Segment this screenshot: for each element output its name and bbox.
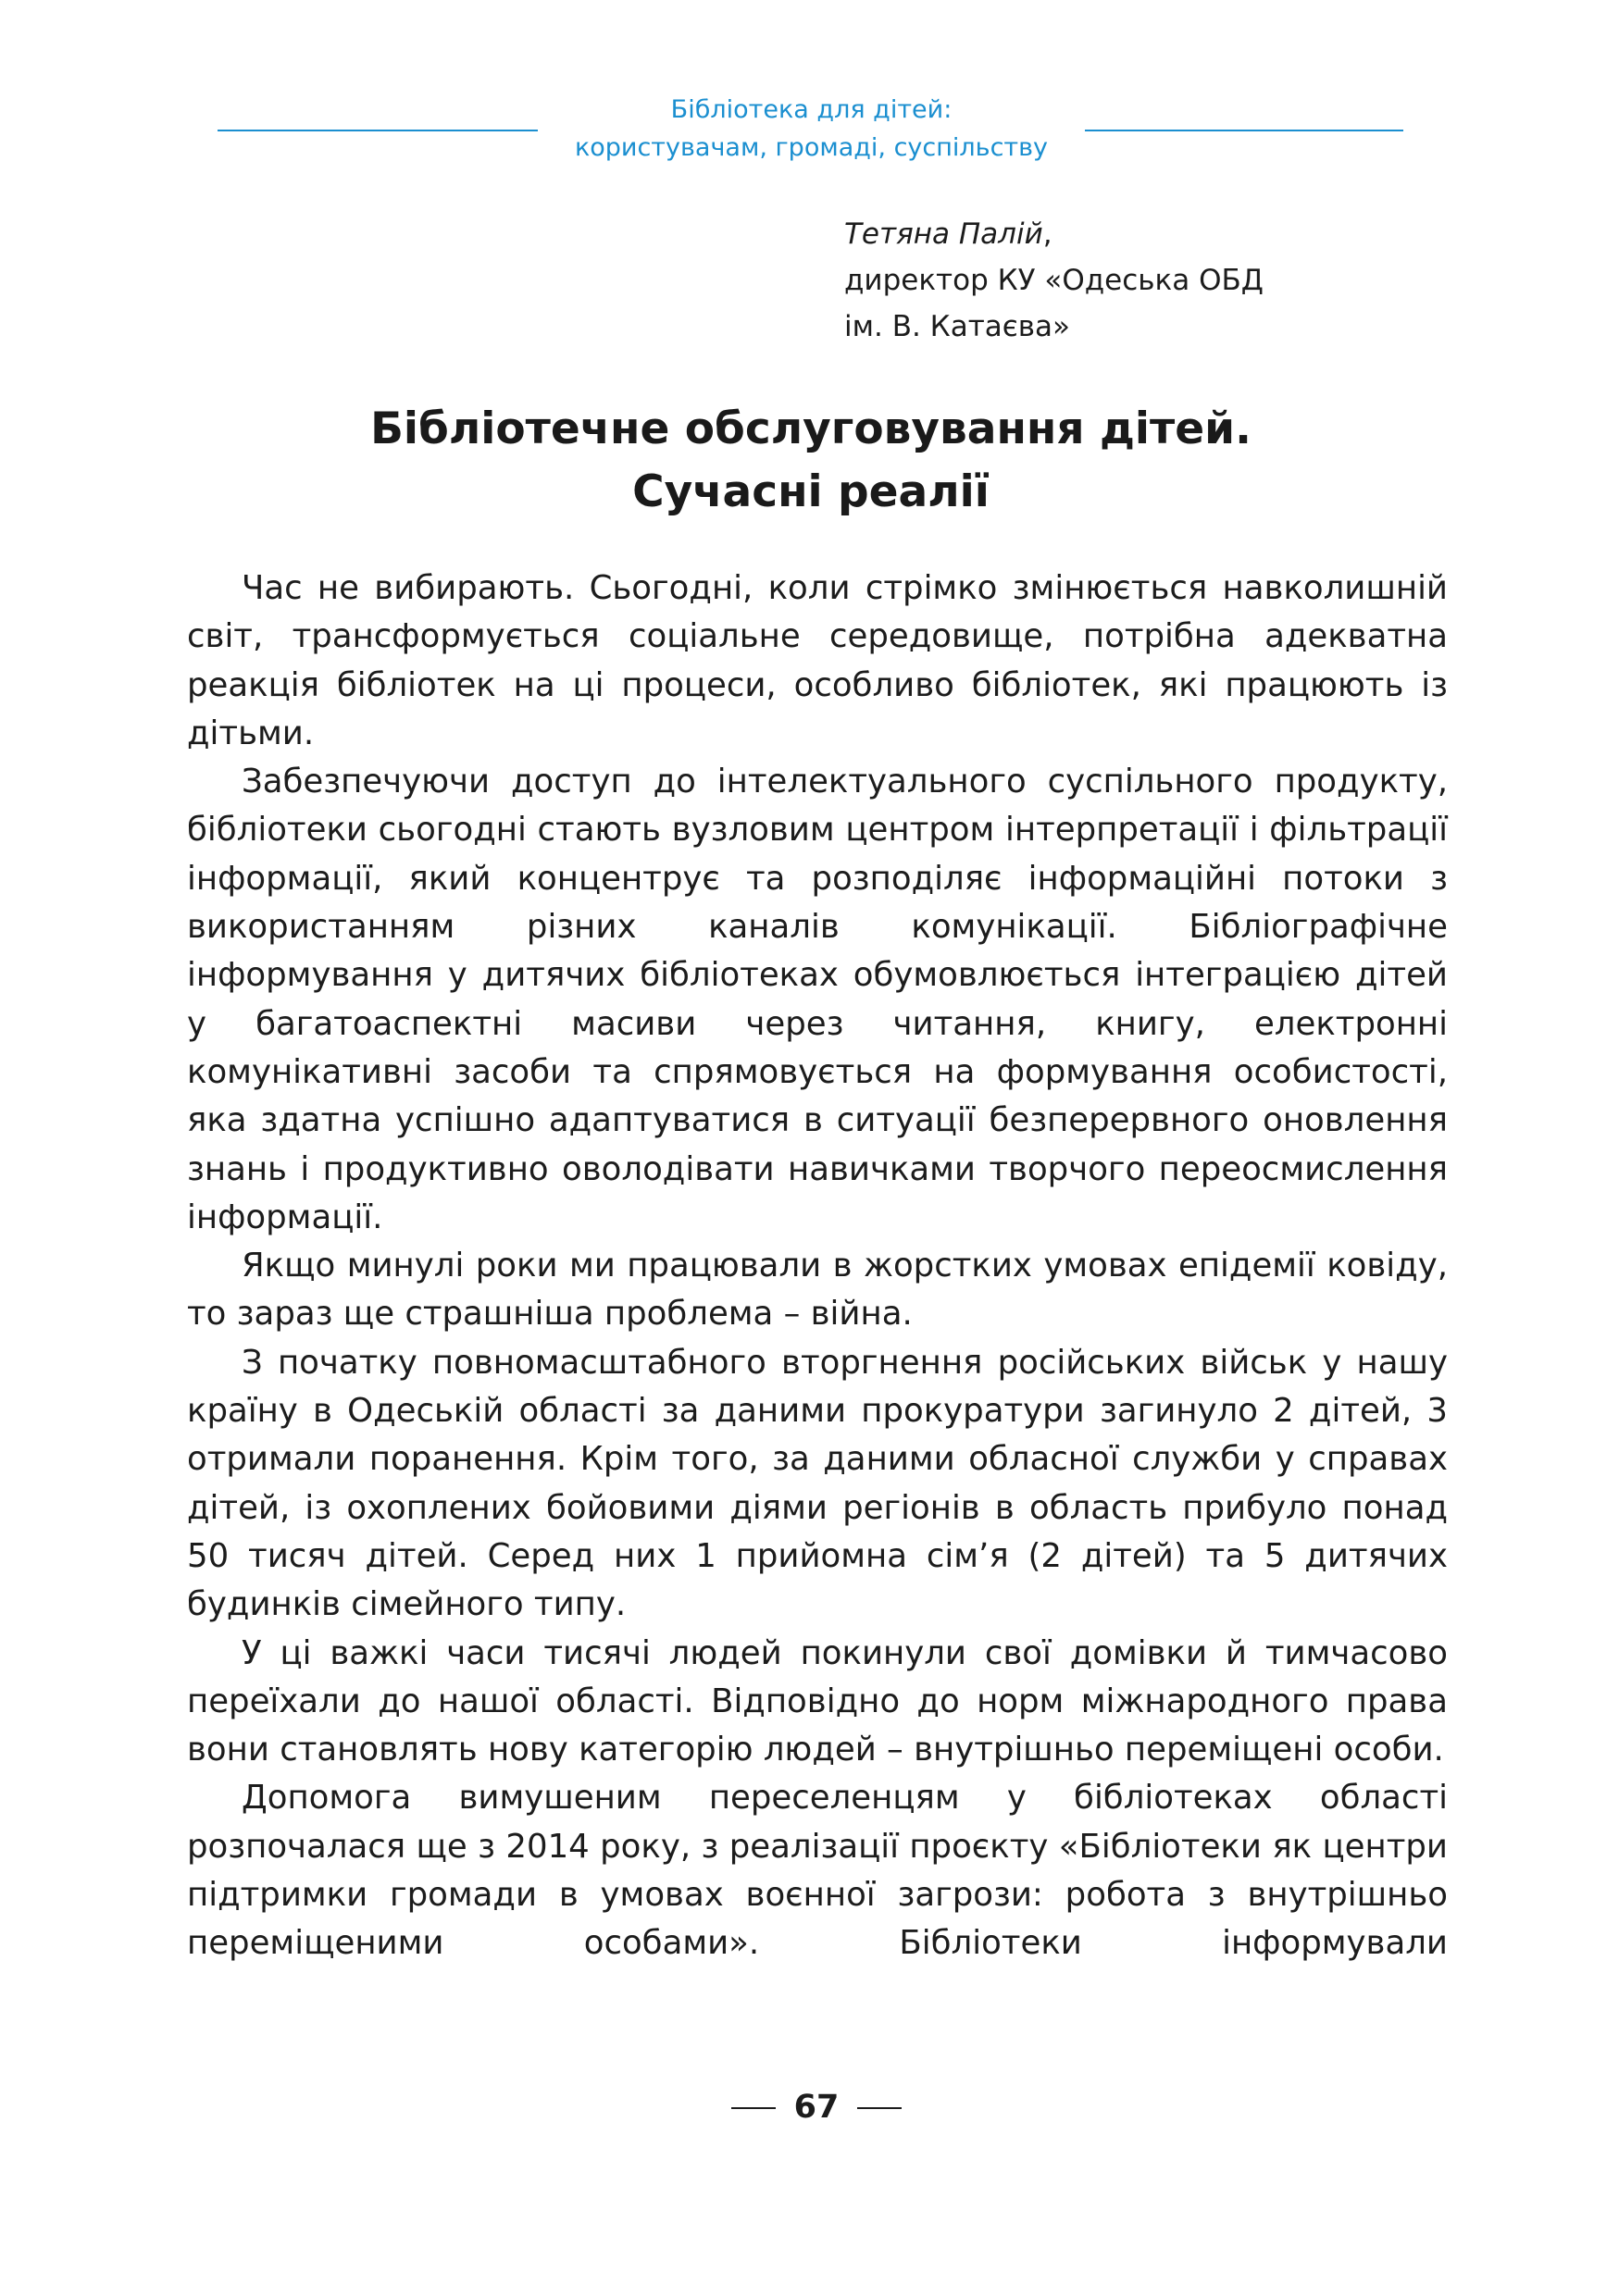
header-title-line-1: Бібліотека для дітей: — [670, 95, 953, 124]
header-rule-right — [1085, 130, 1403, 131]
author-position-line-1: директор КУ «Одеська ОБД — [844, 264, 1264, 297]
article-title-line-2: Сучасні реалії — [632, 466, 990, 517]
header-rule-left — [218, 130, 538, 131]
body-paragraph: У ці важкі часи тисячі людей покинули свої домівки й тимчасово переїхали до нашої області. Відповідно до норм міжнародного права вони становлять нову категорію людей – внутрішньо переміщені особи. — [187, 1633, 1448, 1769]
author-name-suffix: , — [1042, 217, 1052, 251]
header-title — [538, 91, 1085, 167]
page-number-rule-right — [857, 2107, 902, 2109]
body-paragraph: Забезпечуючи доступ до інтелектуального суспільного продукту, бібліотеки сьогодні стають вузловим центром інтерпретації і фільтрації інформації, який концентрує та розподіляє інформаційні потоки з використанням різних каналів комунікації. Бібліографічне інформування у дитячих бібліотеках обумовлюється інтеграцією дітей у багатоаспектні масиви через читання, книгу, електронні комунікативні засоби та спрямовується на формування особистості, яка здатна успішно адаптуватися в ситуації безперервного оновлення знань і продуктивно оволодівати навичками творчого переосмислення інформації. — [187, 763, 1448, 1236]
article-title-line-1: Бібліотечне обслуговування дітей. — [370, 403, 1252, 454]
author-block — [844, 211, 1363, 350]
body-paragraph: Якщо минулі роки ми працювали в жорстких умовах епідемії ковіду, то зараз ще страшніша проблема – війна. — [187, 1247, 1448, 1334]
header-title-line-2: користувачам, громаді, суспільству — [574, 133, 1049, 162]
running-header — [0, 91, 1619, 167]
page-number: 67 — [793, 2089, 840, 2126]
body-paragraph: Час не вибирають. Сьогодні, коли стрімко змінюється навколишній світ, трансформується соціальне середовище, потрібна адекватна реакція бібліотек на ці процеси, особливо бібліотек, які працюють із дітьми. — [187, 569, 1448, 752]
article-body — [187, 565, 1448, 1968]
author-position-line-2: ім. В. Катаєва» — [844, 310, 1070, 343]
body-paragraph: Допомога вимушеним переселенцям у бібліотеках області розпочалася ще з 2014 року, з реалізації проєкту «Бібліотеки як центри підтримки громади в умовах воєнної загрози: робота з внутрішньо переміщеними особами». Бібліотеки інформували — [187, 1779, 1448, 1963]
author-name: Тетяна Палій — [844, 217, 1043, 251]
author-name-line — [844, 211, 1363, 257]
article-title — [148, 398, 1474, 524]
page-footer — [0, 2084, 1619, 2130]
body-paragraph: З початку повномасштабного вторгнення російських військ у нашу країну в Одеській області за даними прокуратури загинуло 2 дітей, 3 отримали поранення. Крім того, за даними обласної служби у справах дітей, із охоплених бойовими діями регіонів в область прибуло понад 50 тисяч дітей. Серед них 1 прийомна сім’я (2 дітей) та 5 дитячих будинків сімейного типу. — [187, 1343, 1448, 1624]
page-number-rule-left — [731, 2107, 776, 2109]
